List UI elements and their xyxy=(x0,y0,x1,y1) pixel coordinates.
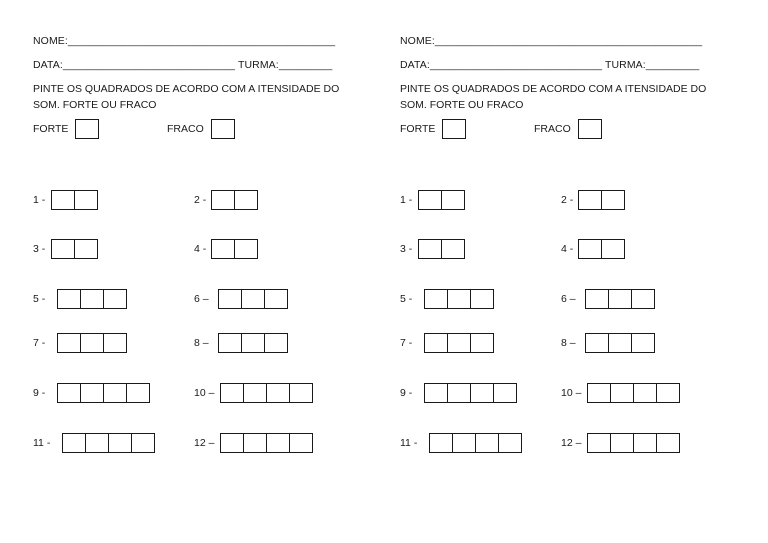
nome-label: NOME: xyxy=(400,35,435,47)
exercise-number: 5 - xyxy=(400,293,413,305)
sound-square[interactable] xyxy=(243,383,267,403)
sound-square[interactable] xyxy=(424,383,448,403)
exercise-squares xyxy=(211,190,257,210)
sound-square[interactable] xyxy=(610,383,634,403)
exercise-squares xyxy=(51,239,97,259)
sound-square[interactable] xyxy=(220,433,244,453)
exercise-number: 9 - xyxy=(400,387,413,399)
sound-square[interactable] xyxy=(80,383,104,403)
exercise-number: 6 – xyxy=(561,293,576,305)
sound-square[interactable] xyxy=(289,433,313,453)
sound-square[interactable] xyxy=(578,239,602,259)
exercise-squares xyxy=(218,333,287,353)
turma-blank[interactable]: _________ xyxy=(645,59,700,71)
fraco-label: FRACO xyxy=(534,123,571,135)
exercise-number: 2 - xyxy=(194,194,207,206)
sound-square[interactable] xyxy=(57,333,81,353)
sound-square[interactable] xyxy=(234,239,258,259)
instruction-text: PINTE OS QUADRADOS DE ACORDO COM A ITENSIDADE DO SOM. FORTE OU FRACO xyxy=(400,83,707,111)
fraco-label: FRACO xyxy=(167,123,204,135)
exercise-squares xyxy=(51,190,97,210)
data-turma-field xyxy=(400,59,699,71)
sound-square[interactable] xyxy=(218,289,242,309)
sound-square[interactable] xyxy=(441,239,465,259)
forte-label: FORTE xyxy=(400,123,436,135)
exercise-number: 7 - xyxy=(33,337,46,349)
sound-square[interactable] xyxy=(211,239,235,259)
exercise-squares xyxy=(57,289,126,309)
sound-square[interactable] xyxy=(470,333,494,353)
sound-square[interactable] xyxy=(470,289,494,309)
sound-square[interactable] xyxy=(211,190,235,210)
sound-square[interactable] xyxy=(418,239,442,259)
sound-square[interactable] xyxy=(418,190,442,210)
sound-square[interactable] xyxy=(51,239,75,259)
exercise-squares xyxy=(585,333,654,353)
exercise-number: 8 – xyxy=(561,337,576,349)
instruction-text: PINTE OS QUADRADOS DE ACORDO COM A ITENSIDADE DO SOM. FORTE OU FRACO xyxy=(33,83,340,111)
exercise-squares xyxy=(587,433,679,453)
data-blank[interactable]: _____________________________ xyxy=(429,59,603,71)
exercise-squares xyxy=(424,333,493,353)
exercise-number: 10 – xyxy=(194,387,215,399)
exercise-number: 11 - xyxy=(400,437,418,449)
sound-square[interactable] xyxy=(234,190,258,210)
sound-square[interactable] xyxy=(585,289,609,309)
sound-square[interactable] xyxy=(218,333,242,353)
exercise-number: 2 - xyxy=(561,194,574,206)
exercise-squares xyxy=(429,433,521,453)
sound-square[interactable] xyxy=(441,190,465,210)
exercise-number: 12 – xyxy=(194,437,215,449)
sound-square[interactable] xyxy=(103,289,127,309)
exercise-number: 1 - xyxy=(400,194,413,206)
exercise-squares xyxy=(587,383,679,403)
sound-square[interactable] xyxy=(631,289,655,309)
exercise-number: 4 - xyxy=(194,243,207,255)
sound-square[interactable] xyxy=(578,190,602,210)
data-label: DATA: xyxy=(33,59,63,71)
sound-square[interactable] xyxy=(633,433,657,453)
exercise-number: 1 - xyxy=(33,194,46,206)
exercise-number: 7 - xyxy=(400,337,413,349)
sound-square[interactable] xyxy=(126,383,150,403)
exercise-squares xyxy=(418,239,464,259)
exercise-number: 3 - xyxy=(33,243,46,255)
sound-square[interactable] xyxy=(62,433,86,453)
sound-square[interactable] xyxy=(264,289,288,309)
sound-square[interactable] xyxy=(241,333,265,353)
exercise-squares xyxy=(57,333,126,353)
sound-square[interactable] xyxy=(57,289,81,309)
sound-square[interactable] xyxy=(631,333,655,353)
nome-field xyxy=(33,35,335,47)
sound-square[interactable] xyxy=(656,433,680,453)
sound-square[interactable] xyxy=(85,433,109,453)
nome-blank[interactable]: _____________________________________________ xyxy=(434,35,703,47)
exercise-number: 9 - xyxy=(33,387,46,399)
fraco-legend-square[interactable] xyxy=(211,119,235,139)
sound-square[interactable] xyxy=(80,333,104,353)
forte-legend-square[interactable] xyxy=(442,119,466,139)
sound-square[interactable] xyxy=(447,289,471,309)
sound-square[interactable] xyxy=(447,383,471,403)
sound-square[interactable] xyxy=(103,333,127,353)
sound-square[interactable] xyxy=(608,333,632,353)
sound-square[interactable] xyxy=(429,433,453,453)
sound-square[interactable] xyxy=(266,433,290,453)
sound-square[interactable] xyxy=(74,239,98,259)
exercise-number: 11 - xyxy=(33,437,51,449)
exercise-number: 8 – xyxy=(194,337,209,349)
forte-legend-square[interactable] xyxy=(75,119,99,139)
sound-square[interactable] xyxy=(131,433,155,453)
turma-label: TURMA: xyxy=(602,59,646,71)
exercise-squares xyxy=(418,190,464,210)
exercise-squares xyxy=(220,383,312,403)
fraco-legend-square[interactable] xyxy=(578,119,602,139)
sound-square[interactable] xyxy=(452,433,476,453)
sound-square[interactable] xyxy=(608,289,632,309)
forte-label: FORTE xyxy=(33,123,69,135)
sound-square[interactable] xyxy=(220,383,244,403)
sound-square[interactable] xyxy=(470,383,494,403)
exercise-squares xyxy=(57,383,149,403)
exercise-squares xyxy=(218,289,287,309)
turma-blank[interactable]: _________ xyxy=(278,59,333,71)
exercise-squares xyxy=(424,289,493,309)
exercise-number: 4 - xyxy=(561,243,574,255)
sound-square[interactable] xyxy=(610,433,634,453)
exercise-number: 12 – xyxy=(561,437,582,449)
nome-blank[interactable]: _____________________________________________ xyxy=(67,35,336,47)
sound-square[interactable] xyxy=(424,289,448,309)
sound-square[interactable] xyxy=(51,190,75,210)
exercise-squares xyxy=(578,190,624,210)
sound-square[interactable] xyxy=(498,433,522,453)
sound-square[interactable] xyxy=(57,383,81,403)
sound-square[interactable] xyxy=(656,383,680,403)
exercise-number: 3 - xyxy=(400,243,413,255)
turma-label: TURMA: xyxy=(235,59,279,71)
sound-square[interactable] xyxy=(447,333,471,353)
sound-square[interactable] xyxy=(424,333,448,353)
exercise-number: 10 – xyxy=(561,387,582,399)
sound-square[interactable] xyxy=(80,289,104,309)
sound-square[interactable] xyxy=(74,190,98,210)
sound-square[interactable] xyxy=(601,239,625,259)
exercise-squares xyxy=(578,239,624,259)
exercise-squares xyxy=(220,433,312,453)
sound-square[interactable] xyxy=(241,289,265,309)
worksheet-right xyxy=(367,0,751,543)
nome-label: NOME: xyxy=(33,35,68,47)
sound-square[interactable] xyxy=(587,433,611,453)
sound-square[interactable] xyxy=(601,190,625,210)
sound-square[interactable] xyxy=(264,333,288,353)
sound-square[interactable] xyxy=(475,433,499,453)
sound-square[interactable] xyxy=(585,333,609,353)
exercise-number: 6 – xyxy=(194,293,209,305)
data-turma-field xyxy=(33,59,332,71)
exercise-squares xyxy=(424,383,516,403)
data-blank[interactable]: _____________________________ xyxy=(62,59,236,71)
sound-square[interactable] xyxy=(587,383,611,403)
nome-field xyxy=(400,35,702,47)
exercise-squares xyxy=(62,433,154,453)
exercise-squares xyxy=(585,289,654,309)
exercise-number: 5 - xyxy=(33,293,46,305)
sound-square[interactable] xyxy=(493,383,517,403)
sound-square[interactable] xyxy=(108,433,132,453)
sound-square[interactable] xyxy=(243,433,267,453)
sound-square[interactable] xyxy=(289,383,313,403)
data-label: DATA: xyxy=(400,59,430,71)
sound-square[interactable] xyxy=(103,383,127,403)
sound-square[interactable] xyxy=(633,383,657,403)
exercise-squares xyxy=(211,239,257,259)
sound-square[interactable] xyxy=(266,383,290,403)
